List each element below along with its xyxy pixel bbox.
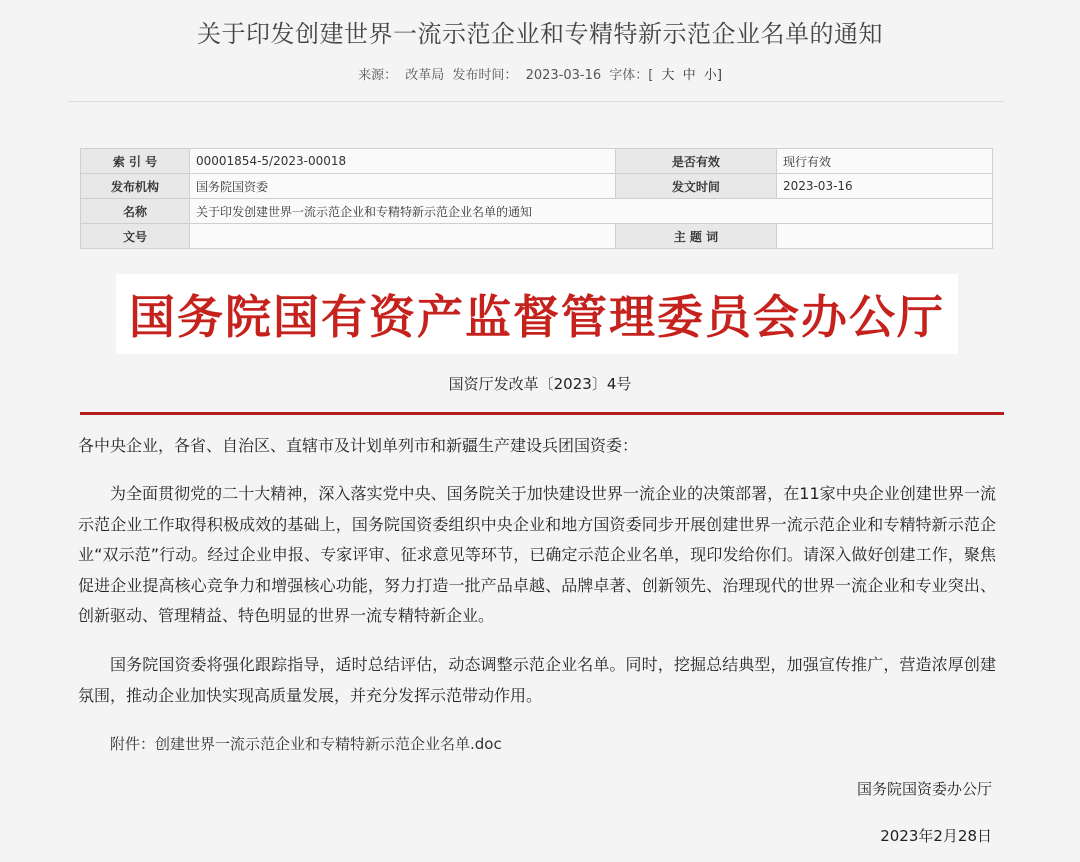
table-row: [81, 149, 993, 174]
table-row: [81, 224, 993, 249]
addressee: 各中央企业，各省、自治区、直辖市及计划单列市和新疆生产建设兵团国资委：: [78, 436, 639, 455]
attachment-link[interactable]: 附件：创建世界一流示范企业和专精特新示范企业名单.doc: [110, 735, 502, 753]
index-number-value: 00001854-5/2023-00018: [190, 149, 616, 174]
page-title: 关于印发创建世界一流示范企业和专精特新示范企业名单的通知: [197, 20, 883, 48]
doc-number-label: 文号: [81, 224, 190, 249]
font-size-large-link[interactable]: 大: [661, 68, 675, 83]
publish-date: 2023-03-16: [525, 68, 602, 83]
keywords-value: [776, 224, 992, 249]
font-size-medium-link[interactable]: 中: [682, 68, 696, 83]
publisher-label: 发布机构: [81, 174, 190, 199]
issue-date-label: 发文时间: [615, 174, 776, 199]
keywords-label: 主 题 词: [615, 224, 776, 249]
document-info-table: [80, 148, 993, 249]
meta-line: [0, 64, 1080, 83]
publisher-value: 国务院国资委: [190, 174, 616, 199]
source-label: 来源：: [358, 68, 398, 83]
font-size-label: 字体：[: [609, 68, 654, 83]
title-divider: [68, 101, 1004, 102]
name-value: 关于印发创建世界一流示范企业和专精特新示范企业名单的通知: [190, 199, 993, 224]
index-number-label: 索 引 号: [81, 149, 190, 174]
name-label: 名称: [81, 199, 190, 224]
issue-date-value: 2023-03-16: [776, 174, 992, 199]
issuer-banner-text: 国务院国有资产监督管理委员会办公厅: [129, 290, 945, 344]
doc-number-value: [190, 224, 616, 249]
validity-value: 现行有效: [776, 149, 992, 174]
font-size-small-link[interactable]: 小]: [703, 68, 722, 83]
document-number: 国资厅发改革〔2023〕4号: [448, 375, 632, 393]
validity-label: 是否有效: [615, 149, 776, 174]
signature: 国务院国资委办公厅: [856, 780, 992, 798]
body-paragraph-2: 国务院国资委将强化跟踪指导，适时总结评估，动态调整示范企业名单。同时，挖掘总结典型，加强宣传推广，营造浓厚创建氛围，推动企业加快实现高质量发展，并充分发挥示范带动作用。: [78, 655, 996, 705]
signature-date: 2023年2月28日: [880, 827, 992, 845]
issuer-banner: [116, 274, 958, 354]
red-divider: [80, 412, 1004, 415]
table-row: [81, 174, 993, 199]
publish-label: 发布时间：: [452, 68, 518, 83]
body-paragraph-1: 为全面贯彻党的二十大精神，深入落实党中央、国务院关于加快建设世界一流企业的决策部署，在11家中央企业创建世界一流示范企业工作取得积极成效的基础上，国务院国资委组织中央企业和地方国资委同步开展创建世界一流示范企业和专精特新示范企业“双示范”行动。经过企业申报、专家评审、征求意见等环节，已确定示范企业名单，现印发给你们。请深入做好创建工作，聚焦促进企业提高核心竞争力和增强核心功能，努力打造一批产品卓越、品牌卓著、创新领先、治理现代的世界一流企业和专业突出、创新驱动、管理精益、特色明显的世界一流专精特新企业。: [78, 484, 996, 625]
source-value: 改革局: [405, 68, 445, 83]
table-row: [81, 199, 993, 224]
